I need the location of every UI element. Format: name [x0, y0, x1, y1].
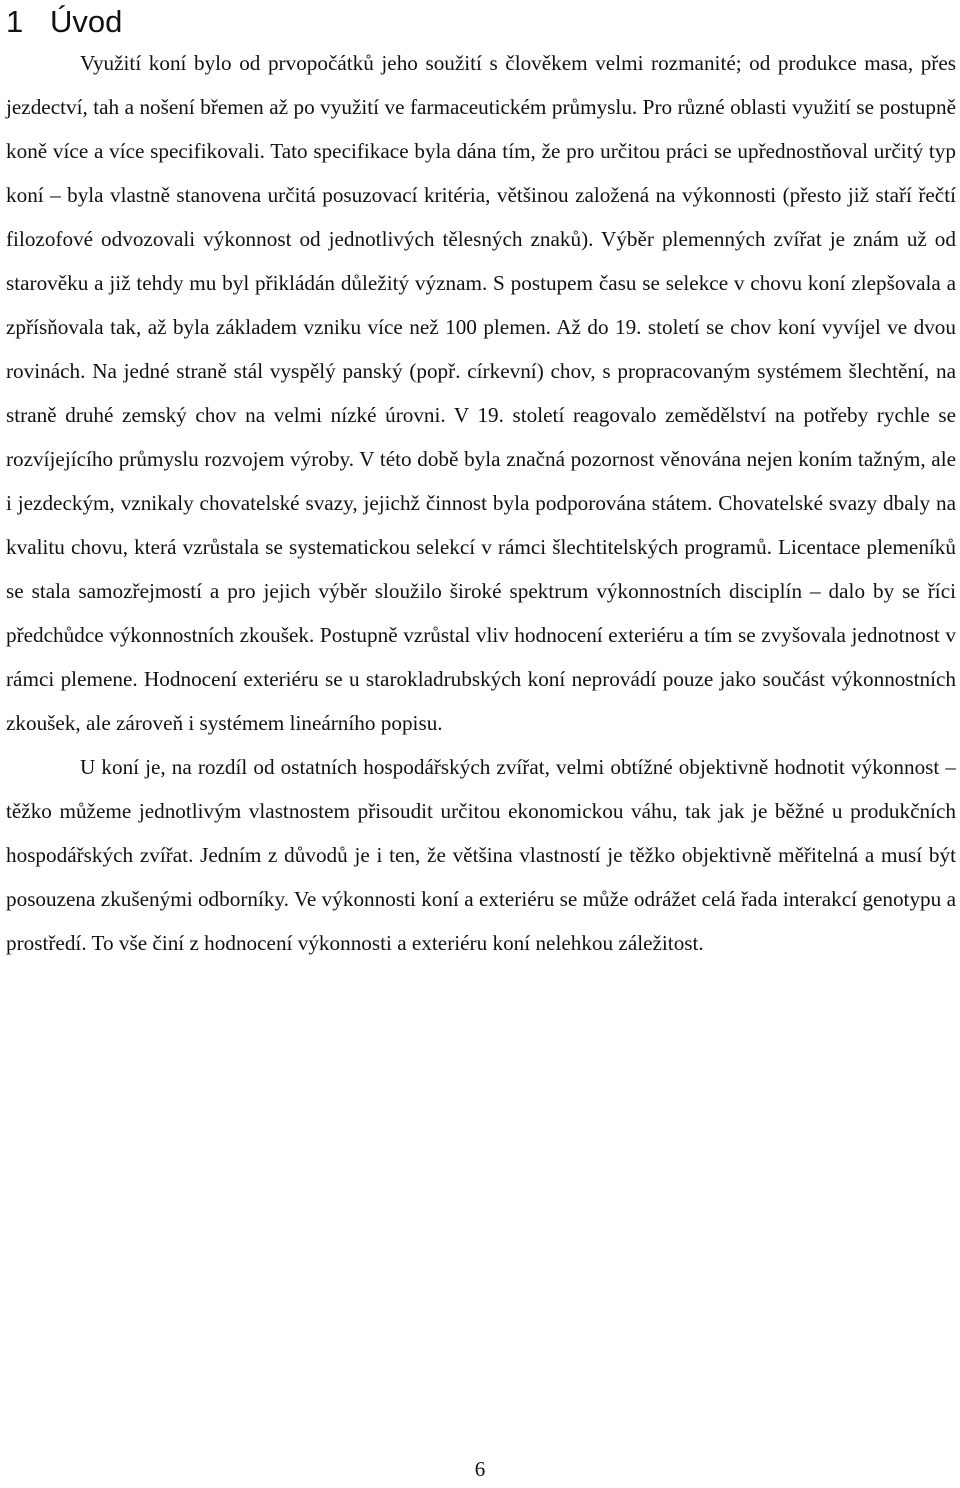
paragraph-2: U koní je, na rozdíl od ostatních hospodářských zvířat, velmi obtížné objektivně hodnotit výkonnost – těžko můžeme jednotlivým vlastnostem přisoudit určitou ekonomickou váhu, tak jak je běžné u produkčních hospodářských zvířat. Jedním z důvodů je i ten, že většina vlastností je těžko objektivně měřitelná a musí být posouzena zkušenými odborníky. Ve výkonnosti koní a exteriéru se může odrážet celá řada interakcí genotypu a prostředí. To vše činí z hodnocení výkonnosti a exteriéru koní nelehkou záležitost.: [6, 755, 956, 955]
body-text: [6, 41, 956, 965]
page-number: 6: [474, 1457, 486, 1481]
section-title: Úvod: [50, 4, 123, 39]
section-number: 1: [6, 4, 24, 39]
paragraph-1: Využití koní bylo od prvopočátků jeho soužití s člověkem velmi rozmanité; od produkce masa, přes jezdectví, tah a nošení břemen až po využití ve farmaceutickém průmyslu. Pro různé oblasti využití se postupně koně více a více specifikovali. Tato specifikace byla dána tím, že pro určitou práci se upřednostňoval určitý typ koní – byla vlastně stanovena určitá posuzovací kritéria, většinou založená na výkonnosti (přesto již staří řečtí filozofové odvozovali výkonnost od jednotlivých tělesných znaků). Výběr plemenných zvířat je znám už od starověku a již tehdy mu byl přikládán důležitý význam. S postupem času se selekce v chovu koní zlepšovala a zpřísňovala tak, až byla základem vzniku více než 100 plemen. Až do 19. století se chov koní vyvíjel ve dvou rovinách. Na jedné straně stál vyspělý panský (popř. církevní) chov, s propracovaným systémem šlechtění, na straně druhé zemský chov na velmi nízké úrovni. V 19. století reagovalo zemědělství na potřeby rychle se rozvíjejícího průmyslu rozvojem výroby. V této době byla značná pozornost věnována nejen koním tažným, ale i jezdeckým, vznikaly chovatelské svazy, jejichž činnost byla podporována státem. Chovatelské svazy dbaly na kvalitu chovu, která vzrůstala se systematickou selekcí v rámci šlechtitelských programů. Licentace plemeníků se stala samozřejmostí a pro jejich výběr sloužilo široké spektrum výkonnostních disciplín – dalo by se říci předchůdce výkonnostních zkoušek. Postupně vzrůstal vliv hodnocení exteriéru a tím se zvyšovala jednotnost v rámci plemene. Hodnocení exteriéru se u starokladrubských koní neprovádí pouze jako součást výkonnostních zkoušek, ale zároveň i systémem lineárního popisu.: [6, 51, 956, 735]
section-heading: [6, 0, 122, 44]
